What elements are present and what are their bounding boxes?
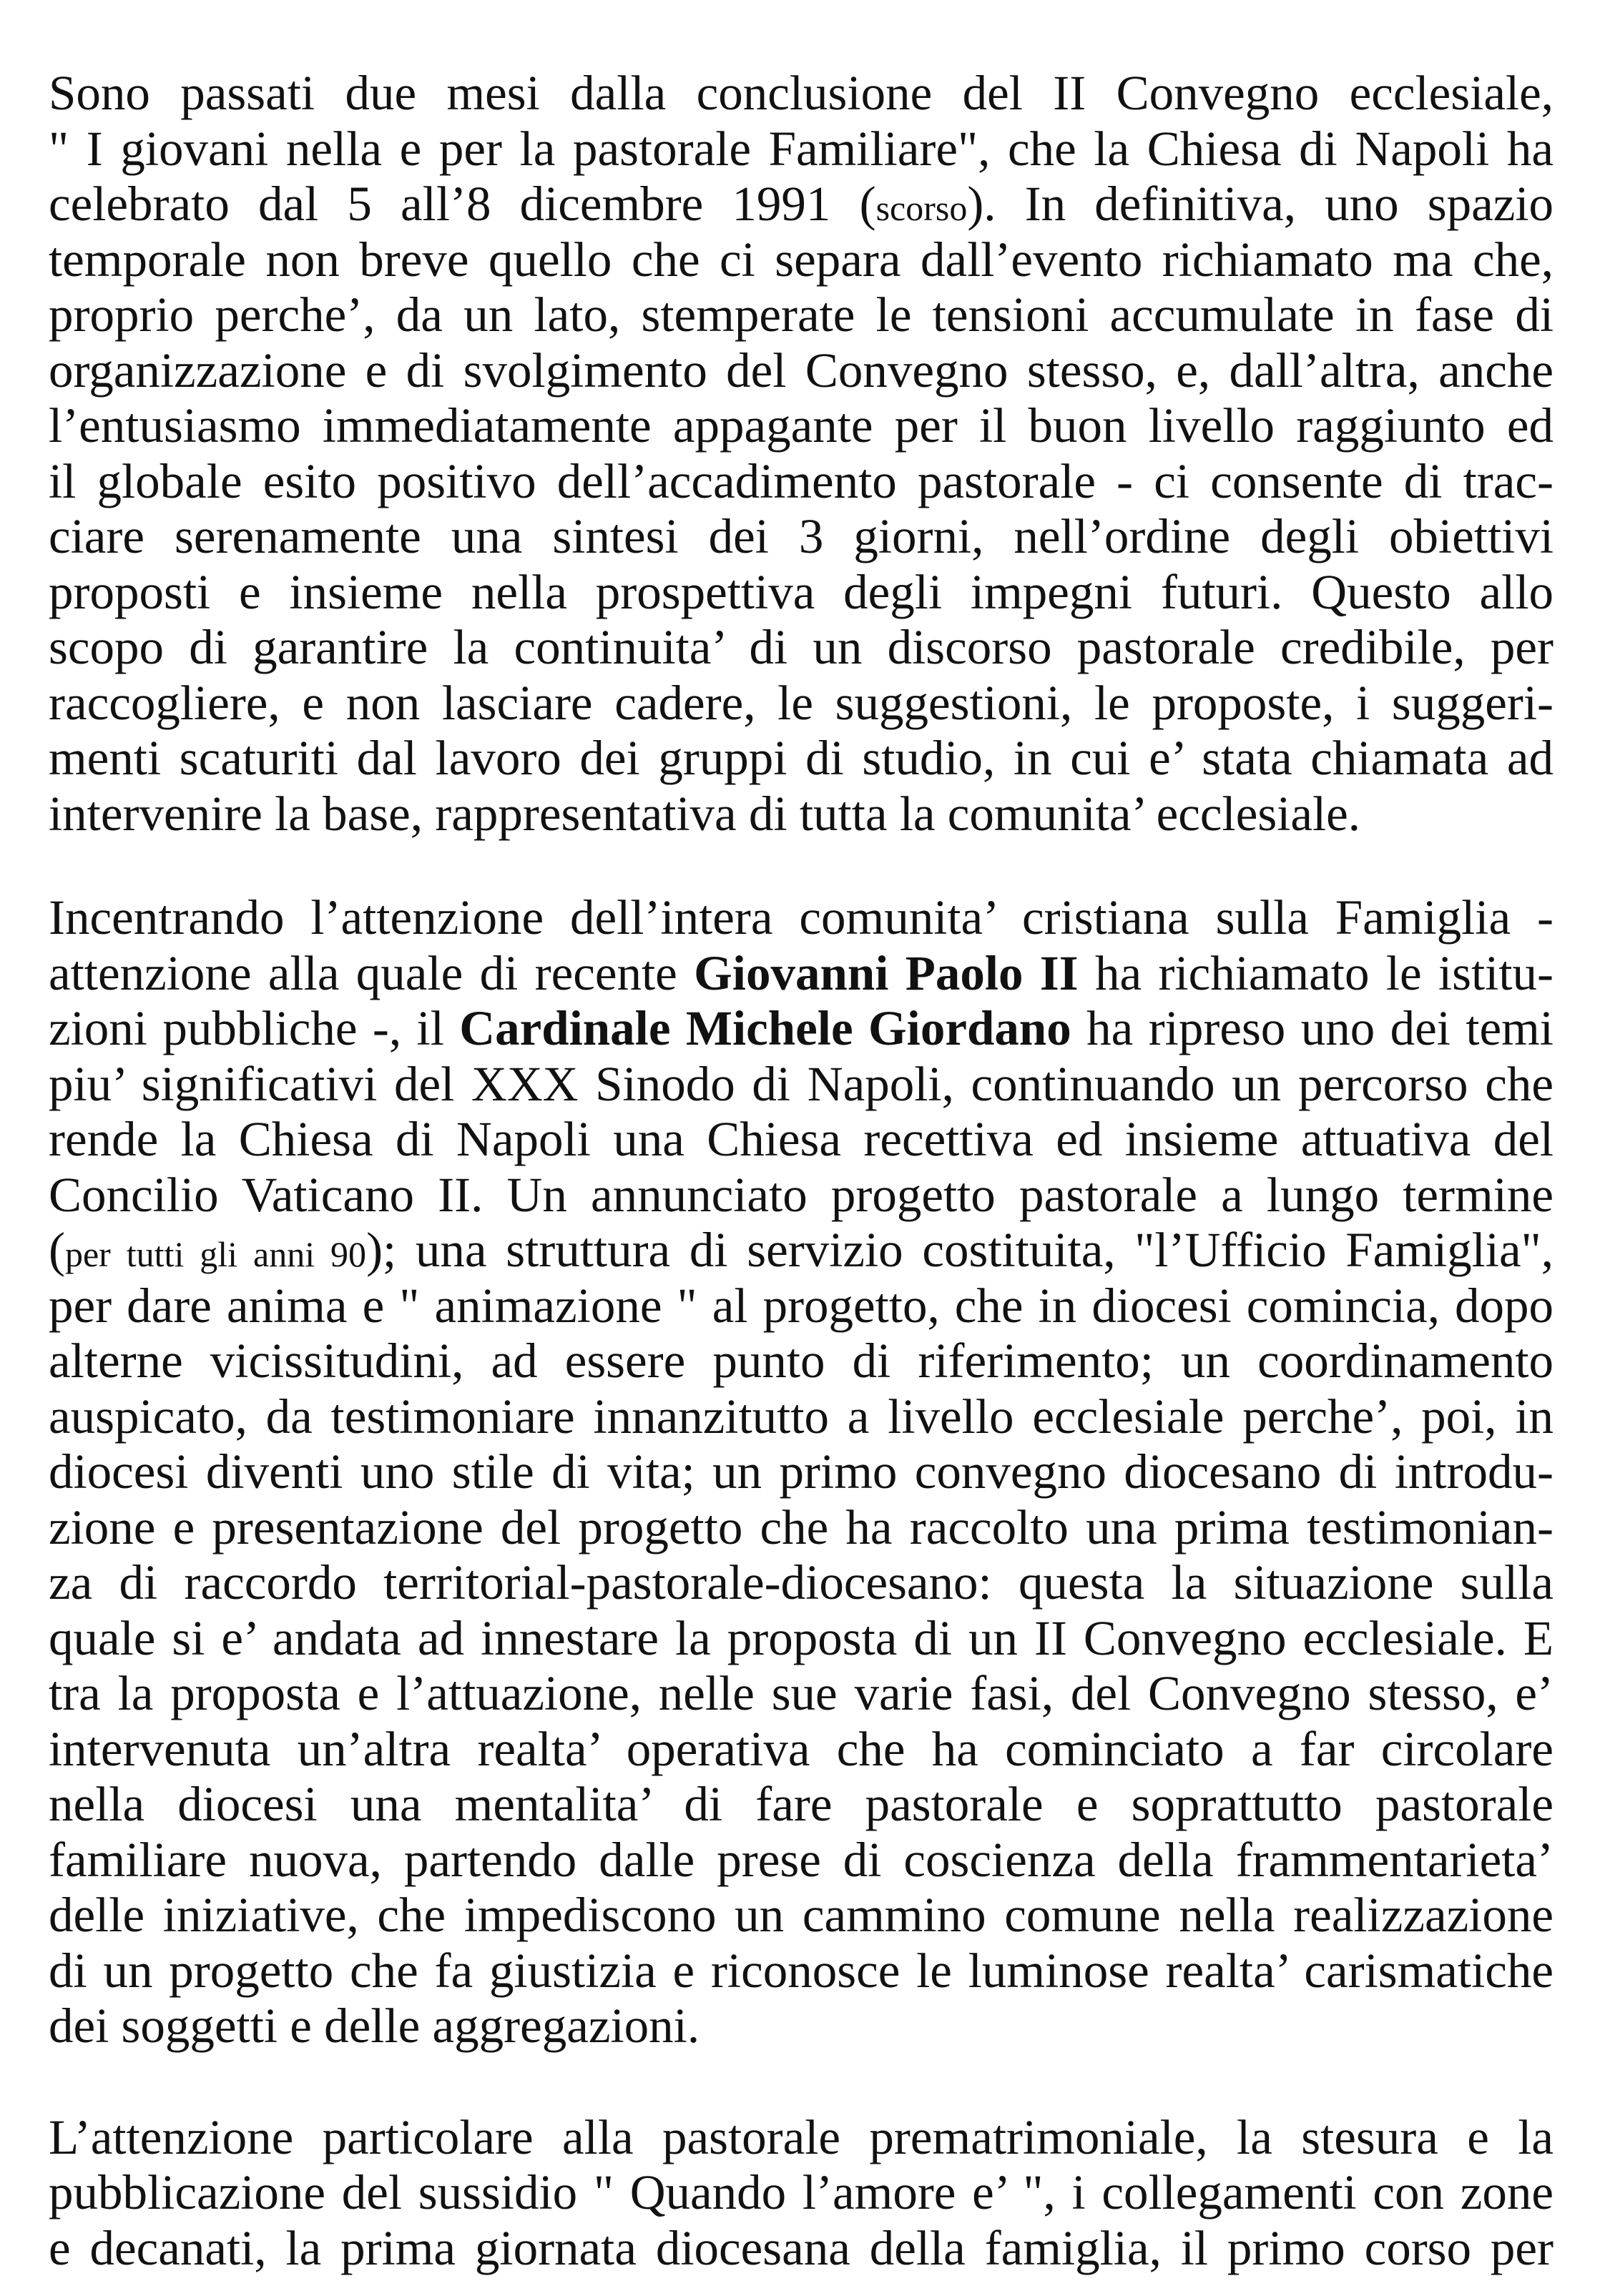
text-line: auspicato, da testimoniare innanzitutto a livello ecclesiale perche’, poi, in [49, 1389, 1554, 1444]
text-line: ciare serenamente una sintesi dei 3 giorni, nell’ordine degli obiettivi [49, 509, 1554, 563]
text-line: proprio perche’, da un lato, stemperate le tensioni accumulate in fase di [49, 287, 1554, 342]
text-line: diocesi diventi uno stile di vita; un primo convegno diocesano di introdu- [49, 1444, 1554, 1499]
text-line: zione e presentazione del progetto che ha raccolto una prima testimonian- [49, 1499, 1554, 1555]
text-line: rende la Chiesa di Napoli una Chiesa recettiva ed insieme attuativa del [49, 1112, 1554, 1166]
text-line: organizzazione e di svolgimento del Convegno stesso, e, dall’altra, anche [49, 343, 1554, 398]
text-line: za di raccordo territorial-pastorale-diocesano: questa la situazione sulla [49, 1555, 1554, 1610]
text-line: raccogliere, e non lasciare cadere, le suggestioni, le proposte, i suggeri- [49, 675, 1554, 730]
text-run: zioni pubbliche -, il [49, 1001, 460, 1055]
text-line: quale si e’ andata ad innestare la proposta di un II Convegno ecclesiale. E [49, 1610, 1554, 1665]
small-text-run: per tutti gli anni 90 [64, 1234, 367, 1274]
bold-name-pope: Giovanni Paolo II [694, 945, 1079, 1000]
text-line [49, 1001, 1554, 1057]
text-line: di un progetto che fa giustizia e riconosce le luminose realta’ carismatiche [49, 1943, 1554, 1998]
text-line [49, 946, 1554, 1002]
text-line: e decanati, la prima giornata diocesana della famiglia, il primo corso per [49, 2220, 1554, 2275]
text-line: l’entusiasmo immediatamente appagante per il buon livello raggiunto ed [49, 398, 1554, 453]
text-line: delle iniziative, che impediscono un cammino comune nella realizzazione [49, 1888, 1554, 1942]
text-line: familiare nuova, partendo dalle prese di coscienza della frammentarieta’ [49, 1832, 1554, 1887]
text-run: ). In definitiva, uno spazio [967, 177, 1554, 231]
text-run: ); una struttura di servizio costituita, "l’Ufficio Famiglia", [366, 1223, 1554, 1277]
document-page [49, 66, 1554, 2276]
text-line: " I giovani nella e per la pastorale Familiare", che la Chiesa di Napoli ha [49, 121, 1554, 176]
paragraph-3 [49, 2110, 1554, 2277]
text-line: alterne vicissitudini, ad essere punto di riferimento; un coordinamento [49, 1334, 1554, 1388]
text-run: ( [49, 1223, 65, 1277]
text-line: nella diocesi una mentalita’ di fare pastorale e soprattutto pastorale [49, 1777, 1554, 1831]
text-line: L’attenzione particolare alla pastorale prematrimoniale, la stesura e la [49, 2109, 1554, 2164]
text-line: piu’ significativi del XXX Sinodo di Napoli, continuando un percorso che [49, 1056, 1554, 1111]
text-run: celebrato dal 5 all’8 dicembre 1991 ( [49, 177, 876, 231]
text-line: tra la proposta e l’attuazione, nelle sue varie fasi, del Convegno stesso, e’ [49, 1666, 1554, 1720]
bold-name-cardinal: Cardinale Michele Giordano [459, 1001, 1071, 1055]
text-line: Concilio Vaticano II. Un annunciato progetto pastorale a lungo termine [49, 1167, 1554, 1222]
paragraph-1 [49, 66, 1554, 842]
text-run: ha ripreso uno dei temi [1071, 1001, 1554, 1055]
text-line: menti scaturiti dal lavoro dei gruppi di studio, in cui e’ stata chiamata ad [49, 731, 1554, 785]
text-run: attenzione alla quale di recente [49, 945, 695, 1000]
text-line [49, 177, 1554, 232]
text-line [49, 1223, 1554, 1278]
text-line: proposti e insieme nella prospettiva degli impegni futuri. Questo allo [49, 564, 1554, 619]
text-line: Incentrando l’attenzione dell’intera comunita’ cristiana sulla Famiglia - [49, 890, 1554, 945]
text-line: scopo di garantire la continuita’ di un discorso pastorale credibile, per [49, 620, 1554, 674]
text-run: ha richiamato le istitu- [1078, 945, 1554, 1000]
text-line: temporale non breve quello che ci separa dall’evento richiamato ma che, [49, 232, 1554, 287]
text-line: pubblicazione del sussidio " Quando l’amore e’ ", i collegamenti con zone [49, 2165, 1554, 2219]
small-text-run: scorso [875, 188, 968, 228]
paragraph-2 [49, 890, 1554, 2054]
text-line: intervenire la base, rappresentativa di tutta la comunita’ ecclesiale. [49, 786, 1361, 841]
text-line: dei soggetti e delle aggregazioni. [49, 1999, 700, 2053]
text-line: intervenuta un’altra realta’ operativa che ha cominciato a far circolare [49, 1721, 1554, 1776]
text-line: il globale esito positivo dell’accadimento pastorale - ci consente di trac- [49, 453, 1554, 508]
text-line: Sono passati due mesi dalla conclusione del II Convegno ecclesiale, [49, 66, 1554, 120]
text-line: per dare anima e " animazione " al progetto, che in diocesi comincia, dopo [49, 1278, 1554, 1333]
